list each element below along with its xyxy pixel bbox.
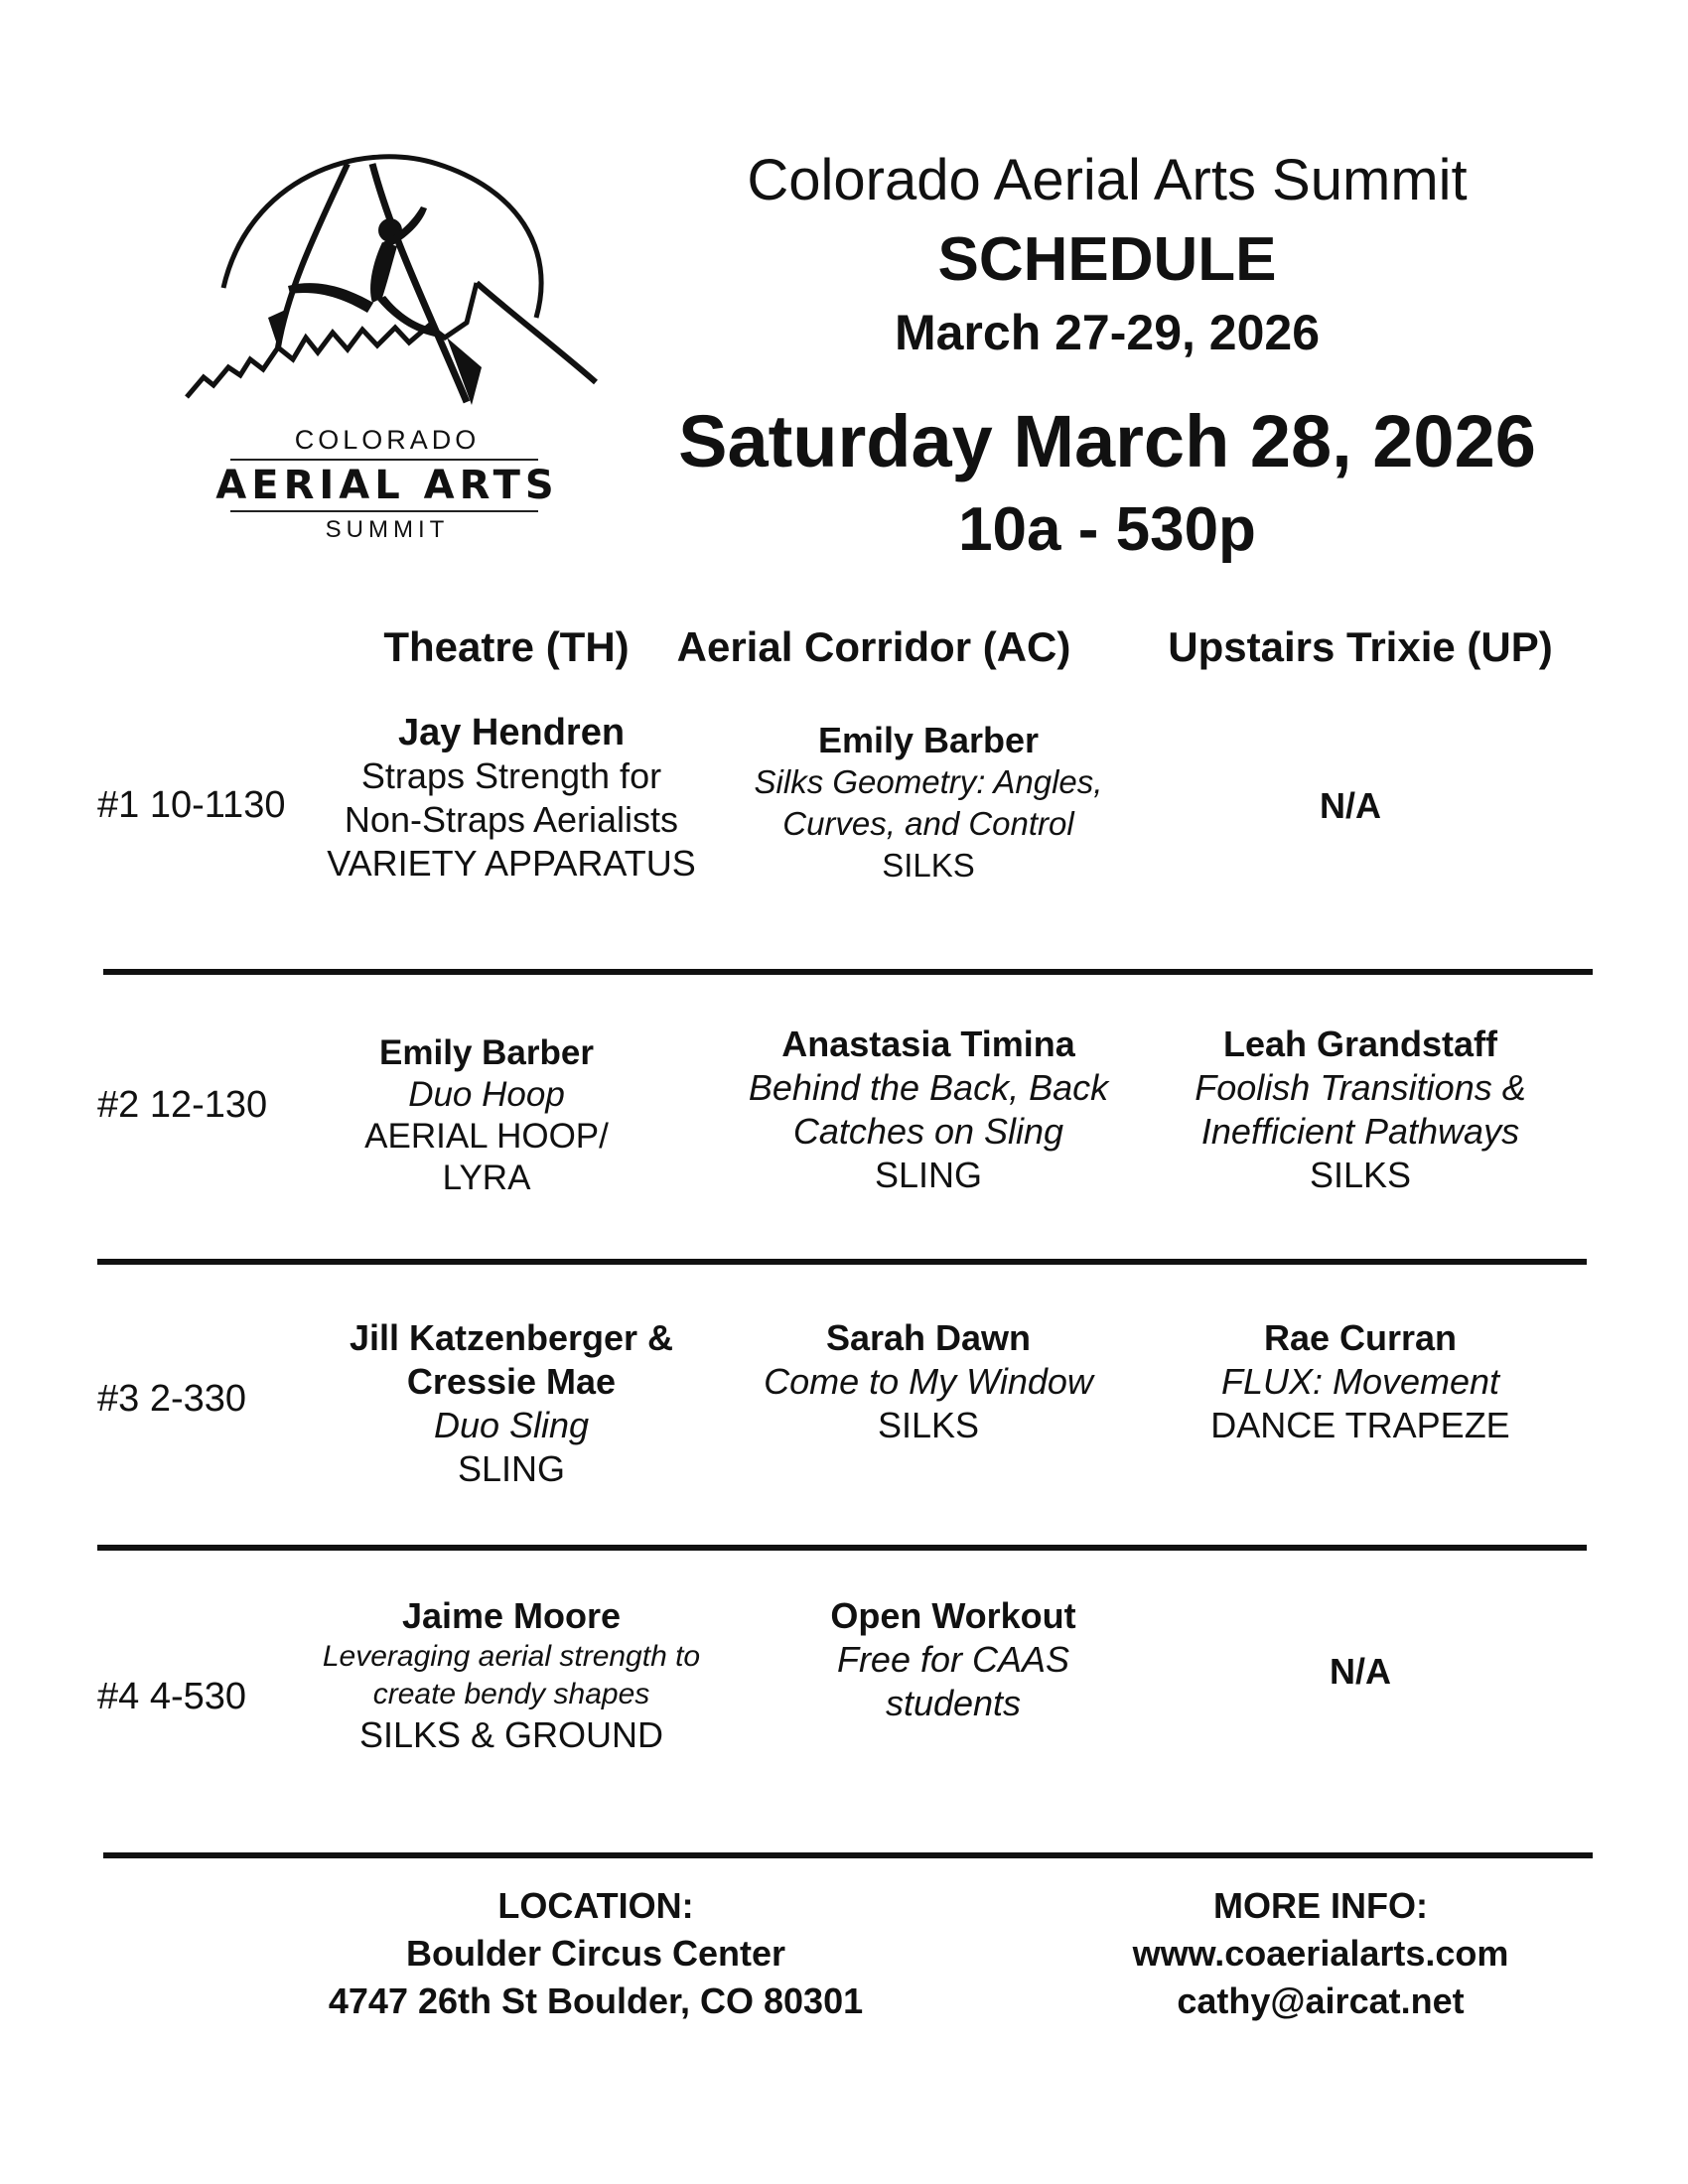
logo-mountain-slope [477, 283, 596, 382]
session-note: Free for CAAS students [836, 1639, 1070, 1723]
session-2-upstairs-trixie [1162, 1023, 1559, 1197]
logo-divider-bottom [230, 510, 538, 512]
logo-aerial-arts-text: AERIAL ARTS [215, 463, 559, 508]
instructor-name: Sarah Dawn [825, 1317, 1032, 1358]
row-divider [103, 969, 1593, 975]
more-info-block [1043, 1882, 1599, 2025]
instructor-name: Anastasia Timina [781, 1024, 1075, 1064]
row-divider [97, 1259, 1587, 1265]
location-block [238, 1882, 953, 2025]
instructor-name: Emily Barber [379, 1033, 594, 1072]
schedule-day: Saturday March 28, 2026 [678, 400, 1536, 482]
location-label: LOCATION: [497, 1885, 694, 1926]
column-header-theatre: Theatre (TH) [383, 623, 630, 670]
class-title: FLUX: Movement [1220, 1361, 1500, 1402]
apparatus: SLING [457, 1448, 566, 1489]
session-2-theatre [328, 1032, 645, 1199]
session-status: N/A [1330, 1651, 1391, 1692]
event-title: Colorado Aerial Arts Summit [747, 148, 1468, 212]
class-title: Duo Sling [433, 1405, 590, 1445]
column-header-upstairs-trixie: Upstairs Trixie (UP) [1168, 623, 1553, 670]
apparatus: VARIETY APPARATUS [327, 843, 696, 884]
apparatus: SILKS [1309, 1155, 1412, 1195]
session-4-aerial-corridor [784, 1594, 1122, 1725]
row-2-label: #2 12-130 [97, 1084, 268, 1126]
logo-peaks [187, 283, 477, 397]
instructor-name: Leah Grandstaff [1222, 1024, 1498, 1064]
venue-address: 4747 26th St Boulder, CO 80301 [328, 1980, 864, 2021]
session-status: N/A [1320, 785, 1381, 826]
session-3-upstairs-trixie [1162, 1316, 1559, 1447]
apparatus: AERIAL HOOP/ LYRA [364, 1117, 609, 1197]
instructor-name: Rae Curran [1263, 1317, 1458, 1358]
schedule-heading: SCHEDULE [937, 225, 1277, 294]
instructor-name: Jay Hendren [397, 712, 626, 753]
email-link[interactable]: cathy@aircat.net [1177, 1980, 1465, 2021]
class-title: Duo Hoop [408, 1075, 565, 1114]
logo-summit-text: SUMMIT [325, 516, 450, 543]
class-title: Straps Strength for Non-Straps Aerialists [344, 755, 679, 840]
row-1-label: #1 10-1130 [97, 784, 286, 826]
logo-aerialist [288, 206, 439, 338]
class-title: Foolish Transitions & Inefficient Pathways [1195, 1067, 1526, 1152]
instructor-name: Jaime Moore [401, 1595, 622, 1636]
apparatus: SILKS [877, 1405, 980, 1445]
session-1-aerial-corridor [750, 720, 1107, 887]
apparatus: SILKS & GROUND [358, 1714, 664, 1755]
apparatus: SLING [874, 1155, 983, 1195]
more-info-label: MORE INFO: [1213, 1885, 1428, 1926]
class-title: Come to My Window [764, 1361, 1093, 1402]
session-4-theatre [308, 1594, 715, 1757]
session-2-aerial-corridor [725, 1023, 1132, 1197]
row-4-label: #4 4-530 [97, 1676, 247, 1717]
logo-divider-top [230, 459, 538, 461]
apparatus: DANCE TRAPEZE [1210, 1405, 1510, 1445]
logo-colorado-text: COLORADO [294, 425, 481, 455]
row-divider [97, 1545, 1587, 1551]
instructor-name: Emily Barber [817, 720, 1040, 760]
class-title: Silks Geometry: Angles, Curves, and Control [754, 763, 1103, 842]
session-4-upstairs-trixie [1162, 1650, 1559, 1694]
apparatus: SILKS [882, 847, 975, 884]
session-name: Open Workout [830, 1595, 1076, 1636]
class-title: Leveraging aerial strength to create bendy shapes [322, 1640, 701, 1710]
session-1-theatre [318, 711, 705, 886]
venue-name: Boulder Circus Center [405, 1933, 786, 1974]
session-3-aerial-corridor [725, 1316, 1132, 1447]
session-3-theatre [328, 1316, 695, 1491]
website-link[interactable]: www.coaerialarts.com [1132, 1933, 1509, 1974]
event-dates: March 27-29, 2026 [894, 305, 1321, 360]
schedule-hours: 10a - 530p [958, 495, 1256, 564]
logo-fabric-tail-left [268, 308, 290, 347]
instructor-name: Jill Katzenberger & Cressie Mae [349, 1317, 674, 1402]
row-3-label: #3 2-330 [97, 1378, 247, 1420]
footer-divider [103, 1852, 1593, 1858]
class-title: Behind the Back, Back Catches on Sling [748, 1067, 1109, 1152]
session-1-upstairs-trixie [1152, 784, 1549, 828]
column-header-aerial-corridor: Aerial Corridor (AC) [676, 623, 1071, 670]
